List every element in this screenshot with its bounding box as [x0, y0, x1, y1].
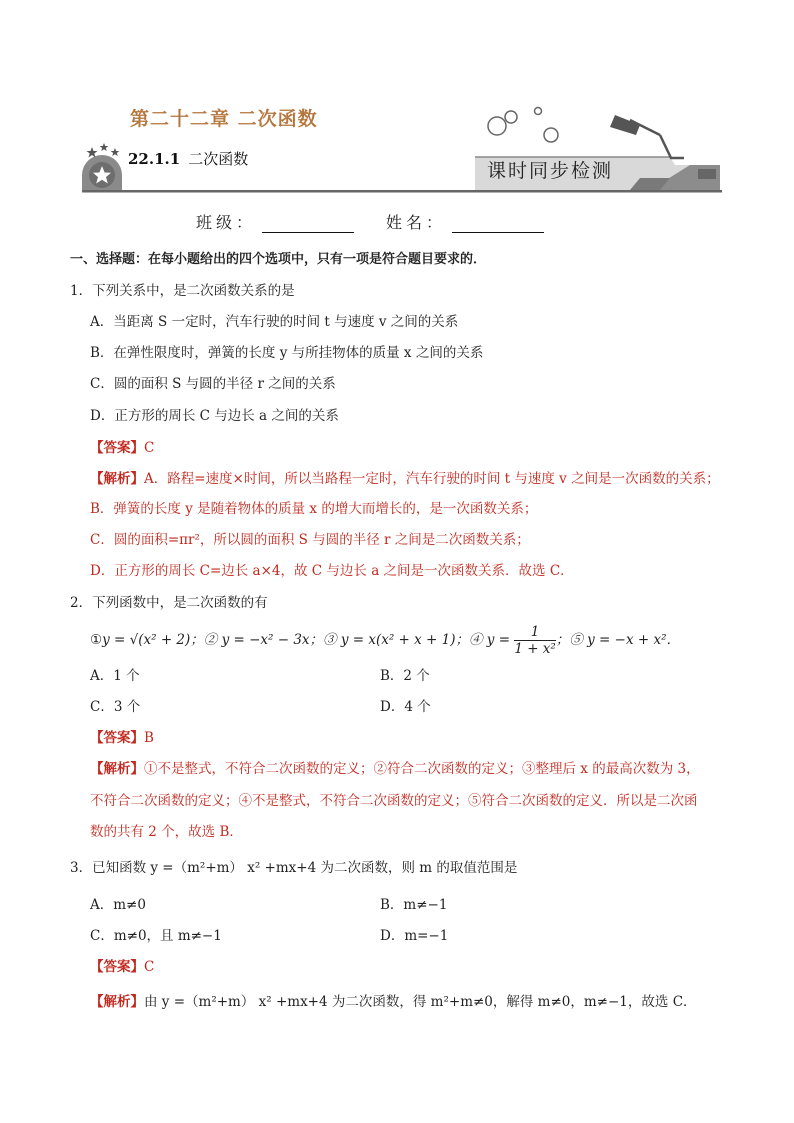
section-name: 二次函数 [188, 150, 249, 168]
section-number: 22.1.1 [128, 150, 181, 168]
q1-option-c: C．圆的面积 S 与圆的半径 r 之间的关系 [90, 376, 336, 392]
instruction: 一、选择题：在每小题给出的四个选项中，只有一项是符合题目要求的． [70, 252, 487, 267]
q1-option-b: B．在弹性限度时，弹簧的长度 y 与所挂物体的质量 x 之间的关系 [90, 345, 484, 361]
q1-stem: 1．下列关系中，是二次函数关系的是 [70, 283, 295, 299]
q1-explanation-2: B．弹簧的长度 y 是随着物体的质量 x 的增大而增长的，是一次函数关系； [90, 501, 538, 517]
banner-title: 课时同步检测 [487, 160, 614, 182]
q1-explanation-1: 【解析】A．路程=速度×时间，所以当路程一定时，汽车行驶的时间 t 与速度 v 之间是一次函数的关系； [90, 471, 720, 487]
q2-explanation-1: 【解析】①不是整式，不符合二次函数的定义；②符合二次函数的定义；③整理后 x 的最高次数为 3， [90, 761, 700, 777]
q2-option-a: A．1 个 [90, 668, 140, 684]
q2-f4-fraction: $\frac{1}{\text{1 + x²}}$ [514, 624, 556, 657]
name-label: 姓名： [386, 213, 447, 232]
q3-option-b: B．m≠−1 [380, 897, 448, 913]
q3-option-c: C．m≠0，且 m≠−1 [90, 928, 222, 944]
q2-explanation-2: 不符合二次函数的定义；④不是整式，不符合二次函数的定义；⑤符合二次函数的定义．所以是二次函 [90, 793, 698, 809]
q3-explanation-1: 【解析】由 y =（m²+m） x² +mx+4 为二次函数，得 m²+m≠0，解得 m≠0，m≠−1，故选 C． [90, 994, 697, 1010]
q2-option-b: B．2 个 [380, 668, 430, 684]
q2-stem: 2．下列函数中，是二次函数的有 [70, 595, 268, 611]
q2-option-c: C．3 个 [90, 699, 141, 715]
chapter-title: 第二十二章 二次函数 [130, 108, 318, 130]
q1-option-a: A．当距离 S 一定时，汽车行驶的时间 t 与速度 v 之间的关系 [90, 314, 459, 330]
q2-explanation-3: 数的共有 2 个，故选 B． [90, 824, 243, 840]
q2-option-d: D．4 个 [380, 699, 431, 715]
q2-answer: 【答案】B [90, 730, 154, 746]
q2-f1-expr: y = √(x² + 2) [102, 632, 191, 648]
q2-functions: ①y = √(x² + 2)；② y = −x² − 3x；③ y = x(x² + x + 1)；④ y = $\frac{1}{\text{1 + x²}}$ ；⑤ y = −x + x²． [90, 624, 681, 657]
class-label: 班级： [196, 213, 257, 232]
q3-answer: 【答案】C [90, 959, 155, 975]
q3-option-a: A．m≠0 [90, 897, 146, 913]
q3-option-d: D．m=−1 [380, 928, 449, 944]
q1-answer: 【答案】C [90, 440, 155, 456]
q1-explanation-4: D．正方形的周长 C=边长 a×4，故 C 与边长 a 之间是一次函数关系．故选 C． [90, 563, 574, 579]
q3-stem: 3．已知函数 y =（m²+m） x² +mx+4 为二次函数，则 m 的取值范围是 [70, 860, 518, 876]
content-body [70, 0, 770, 1123]
q1-option-d: D．正方形的周长 C 与边长 a 之间的关系 [90, 408, 339, 424]
q1-explanation-3: C．圆的面积=πr²，所以圆的面积 S 与圆的半径 r 之间是二次函数关系； [90, 532, 530, 548]
